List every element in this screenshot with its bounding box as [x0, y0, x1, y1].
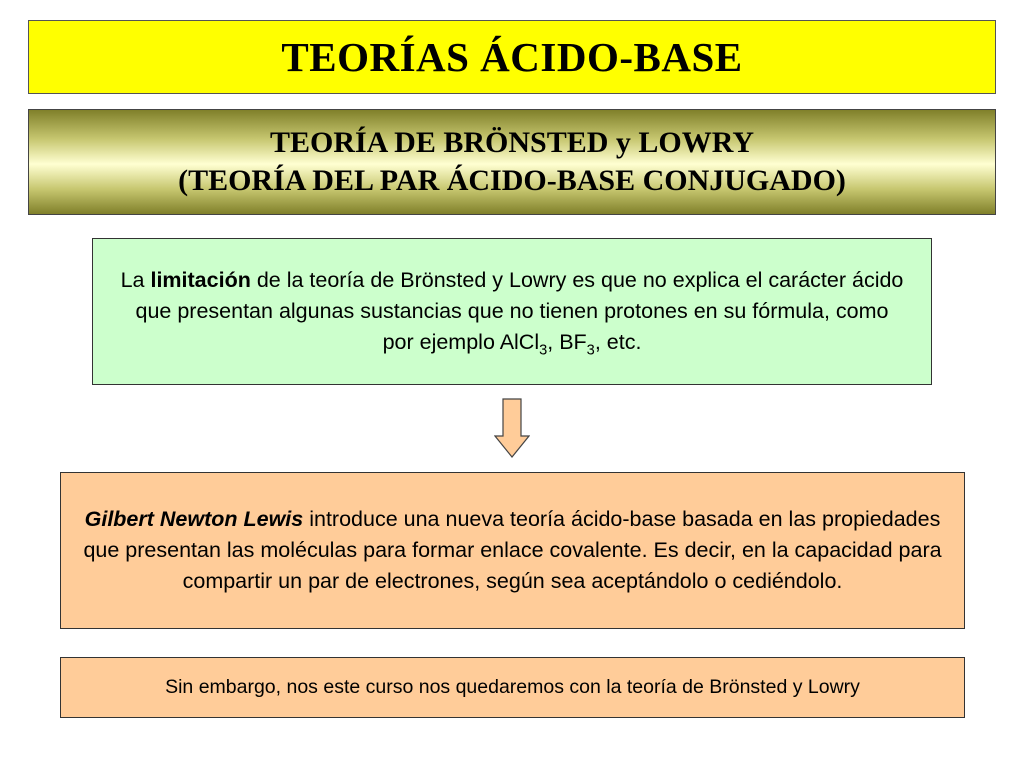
- subtitle-line-2: (TEORÍA DEL PAR ÁCIDO-BASE CONJUGADO): [178, 164, 846, 197]
- subtitle-banner: [28, 109, 996, 215]
- lewis-name: Gilbert Newton Lewis: [84, 507, 304, 531]
- note-text: Sin embargo, nos este curso nos quedaremos con la teoría de Brönsted y Lowry: [165, 676, 860, 698]
- down-arrow-icon: [494, 398, 530, 458]
- limitation-part-4: , etc.: [594, 330, 642, 354]
- limitation-subscript-1: 3: [539, 342, 548, 359]
- lewis-text: [79, 504, 946, 597]
- page-title: TEORÍAS ÁCIDO-BASE: [281, 34, 743, 80]
- subtitle-line-1: TEORÍA DE BRÖNSTED y LOWRY: [269, 126, 755, 159]
- limitation-text: [117, 265, 907, 358]
- lewis-box: [60, 472, 965, 629]
- limitation-box: [92, 238, 932, 385]
- title-banner: [28, 20, 996, 94]
- limitation-part-1: La: [120, 268, 151, 292]
- limitation-subscript-2: 3: [586, 342, 595, 359]
- limitation-part-3: , BF: [547, 330, 587, 354]
- limitation-part-2: de la teoría de Brönsted y Lowry es que no explica el carácter ácido que presentan algunas sustancias que no tienen protones en su fórmula, como por ejemplo AlCl: [135, 268, 904, 354]
- lewis-description: introduce una nueva teoría ácido-base basada en las propiedades que presentan las moléculas para formar enlace covalente. Es decir, en la capacidad para compartir un par de electrones, según sea aceptándolo o cediéndolo.: [83, 507, 942, 593]
- note-box: [60, 657, 965, 718]
- down-arrow-shape: [495, 399, 529, 457]
- limitation-keyword: limitación: [150, 268, 251, 292]
